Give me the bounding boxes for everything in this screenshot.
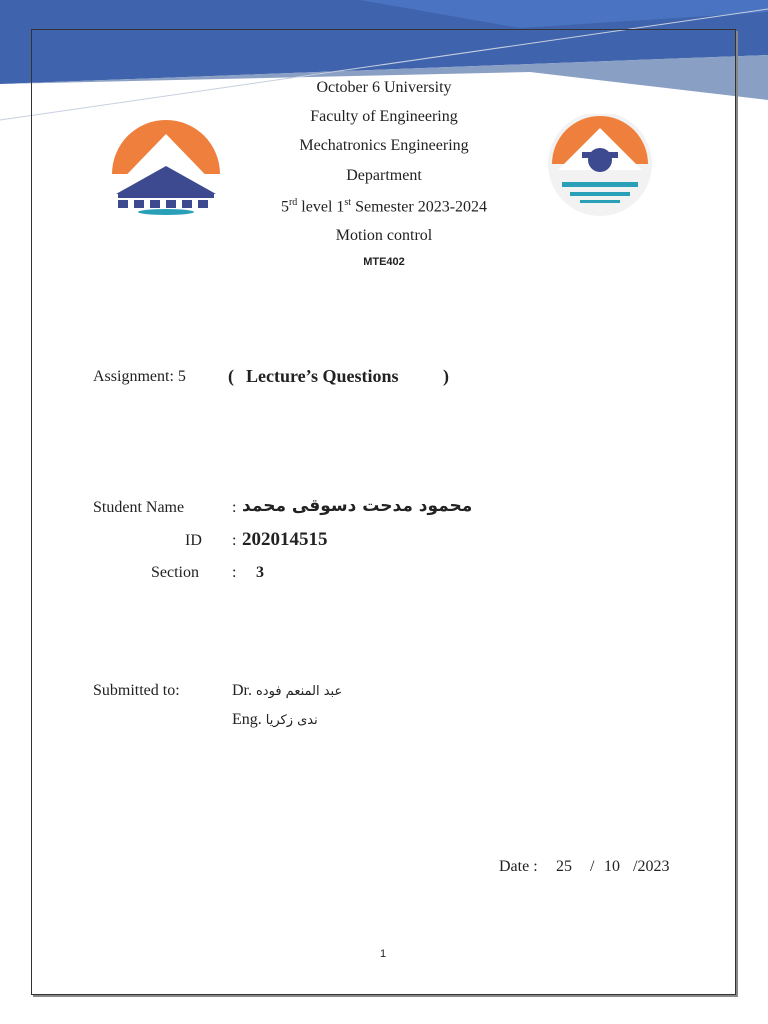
assignment-title: Lecture’s Questions	[246, 366, 399, 386]
section-label: Section	[151, 564, 199, 581]
section-colon: :	[232, 564, 237, 581]
doctor-name: عبد المنعم فوده	[256, 684, 343, 699]
id-label: ID	[185, 532, 202, 549]
date-year: /2023	[633, 858, 670, 875]
department-label: Department	[346, 167, 422, 184]
date-label: Date :	[499, 858, 538, 875]
faculty-name: Faculty of Engineering	[310, 108, 458, 125]
university-name: October 6 University	[316, 79, 452, 96]
engineer-prefix: Eng.	[232, 711, 262, 728]
submitted-label: Submitted to:	[93, 682, 180, 699]
engineer-name: ندى زكريا	[265, 713, 318, 728]
date-month: 10	[604, 858, 620, 875]
assignment-label: Assignment: 5	[93, 368, 186, 385]
student-name-label: Student Name	[93, 499, 185, 516]
doctor-prefix: Dr.	[232, 682, 252, 699]
program-name: Mechatronics Engineering	[299, 137, 469, 154]
page-number: 1	[380, 948, 387, 960]
student-name-value: محمود مدحت دسوقى محمد	[242, 496, 473, 516]
date-day: 25	[556, 858, 572, 875]
section-value: 3	[256, 564, 264, 581]
assignment-close-paren: )	[443, 366, 449, 386]
engineer-line	[232, 711, 318, 729]
doctor-line	[232, 682, 342, 700]
assignment-open-paren: (	[228, 366, 234, 386]
id-colon: :	[232, 532, 237, 549]
level-number: 5	[280, 198, 289, 216]
level-text: level 1	[297, 198, 345, 216]
id-value: 202014515	[242, 529, 328, 550]
course-name: Motion control	[335, 227, 433, 244]
level-semester	[0, 197, 768, 216]
date-separator: /	[590, 858, 595, 875]
student-name-colon: :	[232, 499, 237, 516]
course-code: MTE402	[363, 256, 405, 268]
level-suffix: rd	[288, 197, 298, 208]
semester-text: Semester 2023-2024	[351, 198, 488, 216]
semester-suffix: st	[344, 197, 352, 208]
